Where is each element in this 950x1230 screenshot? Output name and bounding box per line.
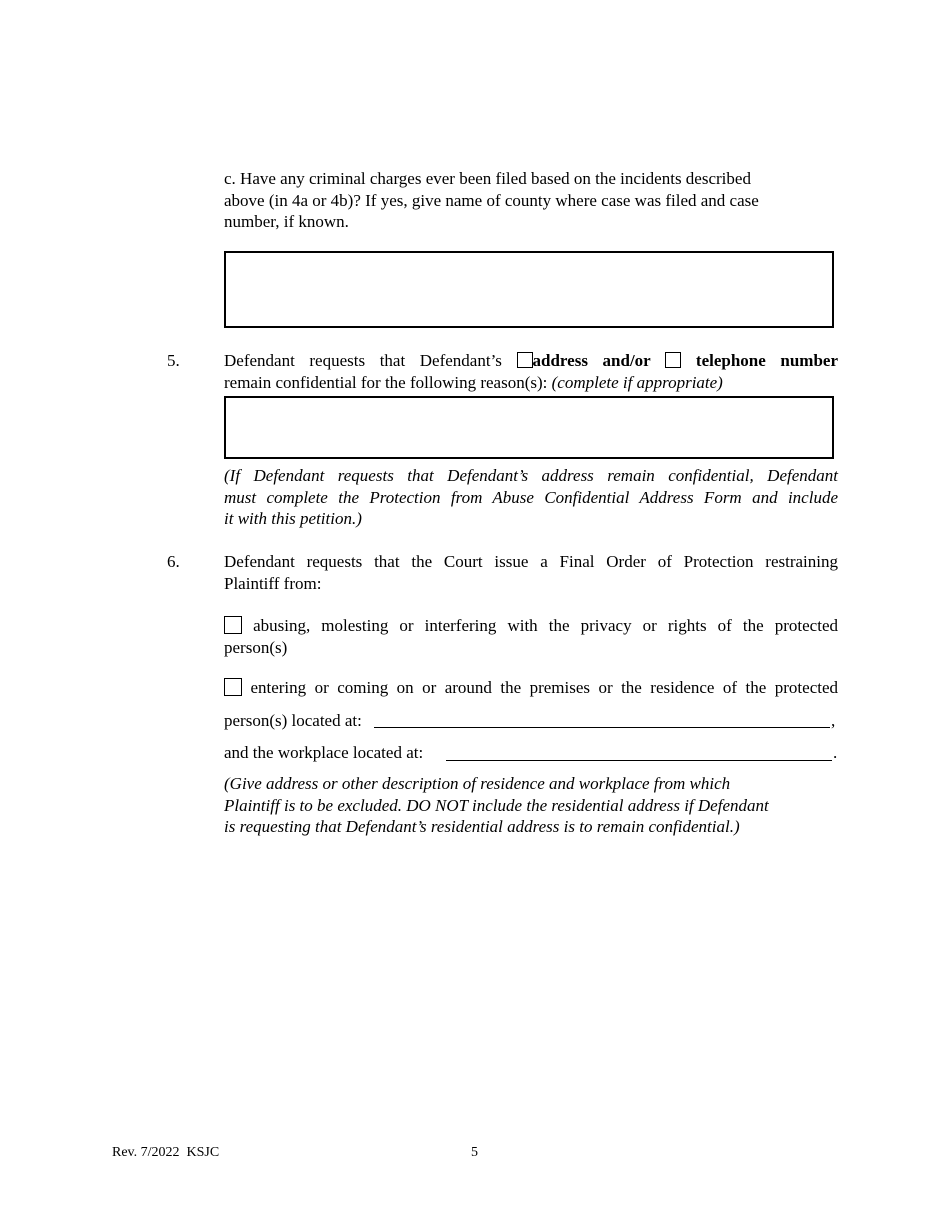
item-6-line2: Plaintiff from:	[224, 573, 322, 593]
telephone-checkbox[interactable]	[665, 352, 681, 368]
item-5-text-start: Defendant requests that Defendant’s	[224, 351, 502, 370]
item-6-instr-line2: Plaintiff is to be excluded. DO NOT include the residential address if Defendant	[224, 795, 769, 815]
question-4c-line3: number, if known.	[224, 212, 349, 231]
item-5-note-line3: it with this petition.)	[224, 509, 362, 528]
residence-end-comma: ,	[831, 711, 836, 730]
entering-checkbox[interactable]	[224, 678, 242, 696]
item-5-note-line2: must complete the Protection from Abuse Confidential Address Form and include	[224, 487, 838, 507]
confidential-reason-input-box[interactable]	[224, 396, 834, 459]
workplace-end-period: .	[833, 743, 838, 762]
option-entering-line1	[224, 677, 838, 699]
item-5-reason-text: remain confidential for the following reason(s):	[224, 372, 548, 392]
item-6-line1: Defendant requests that the Court issue a Final Order of Protection restraining	[224, 552, 838, 571]
option-abusing-text: abusing, molesting or interfering with the privacy or rights of the protected	[253, 616, 838, 635]
option-entering-text: entering or coming on or around the premises or the residence of the protected	[250, 678, 839, 697]
footer-revision: Rev. 7/2022 KSJC	[112, 1145, 220, 1160]
workplace-label: and the workplace located at:	[224, 743, 424, 762]
item-5-line2	[224, 372, 838, 394]
item-6-instructions	[224, 773, 844, 838]
criminal-charges-input-box[interactable]	[224, 251, 834, 328]
item-5-line1	[224, 350, 838, 372]
question-4c-line1: c. Have any criminal charges ever been filed based on the incidents described	[224, 169, 751, 188]
telephone-option-label: telephone number	[695, 351, 838, 370]
address-option-label: address and/or	[532, 351, 651, 370]
residence-input-line[interactable]	[374, 727, 830, 728]
option-abusing	[224, 615, 838, 658]
item-6-instr-line1: (Give address or other description of residence and workplace from which	[224, 774, 731, 793]
item-5-number: 5.	[167, 351, 180, 370]
item-5-text	[224, 350, 838, 393]
footer-page-number: 5	[471, 1145, 478, 1160]
item-5-note-line1: (If Defendant requests that Defendant’s address remain confidential, Defendant	[224, 466, 838, 485]
option-abusing-line2: person(s)	[224, 637, 288, 657]
option-abusing-line1	[224, 615, 838, 637]
address-checkbox[interactable]	[517, 352, 533, 368]
abusing-checkbox[interactable]	[224, 616, 242, 634]
item-6-instr-line3: is requesting that Defendant’s residential address is to remain confidential.)	[224, 817, 740, 836]
question-4c-line2: above (in 4a or 4b)? If yes, give name of county where case was filed and case	[224, 190, 759, 210]
residence-label: person(s) located at:	[224, 711, 362, 730]
item-6-number: 6.	[167, 552, 180, 571]
workplace-input-line[interactable]	[446, 760, 832, 761]
option-entering	[224, 677, 838, 699]
question-4c	[224, 168, 844, 233]
item-6-intro	[224, 551, 838, 594]
item-5-hint: (complete if appropriate)	[551, 372, 723, 392]
item-5-note	[224, 465, 838, 530]
